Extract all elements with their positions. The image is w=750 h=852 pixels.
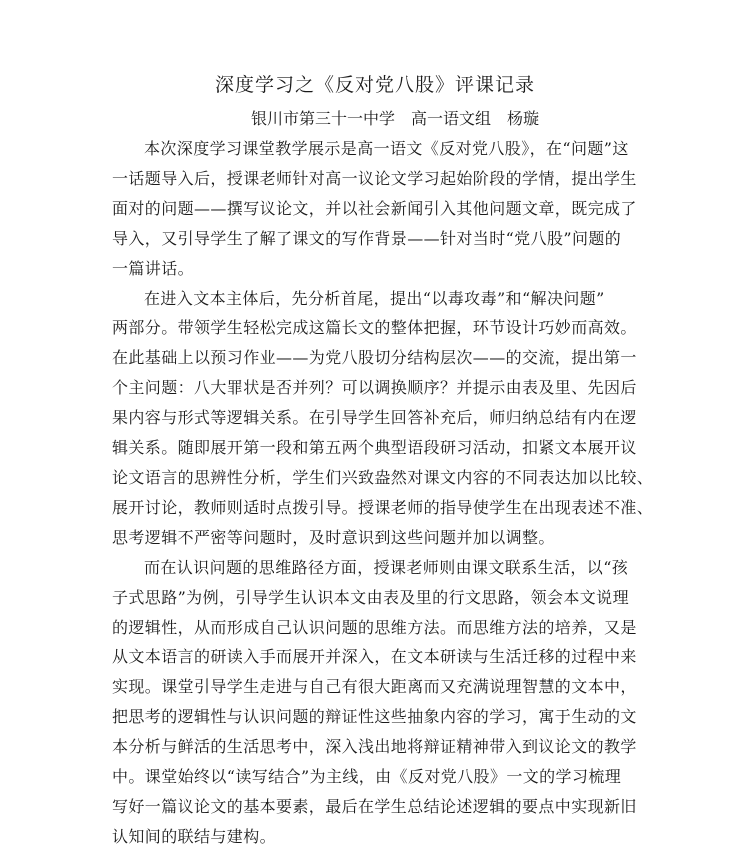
paragraph-3 xyxy=(112,553,640,852)
document-body xyxy=(112,134,654,852)
text-line: 把思考的逻辑性与认识问题的辩证性这些抽象内容的学习，寓于生动的文 xyxy=(112,707,637,727)
text-line: 子式思路”为例，引导学生认识本文由表及里的行文思路，领会本文说理 xyxy=(112,587,629,607)
paragraph-1 xyxy=(112,134,640,284)
text-line: 一话题导入后，授课老师针对高一议论文学习起始阶段的学情，提出学生 xyxy=(112,168,637,188)
paragraph-2 xyxy=(112,284,654,553)
document-byline: 银川市第三十一中学 高一语文组 杨璇 xyxy=(250,109,539,128)
text-line: 导入，又引导学生了解了课文的写作背景——针对当时“党八股”问题的 xyxy=(112,228,622,248)
text-line: 写好一篇议论文的基本要素，最后在学生总结论述逻辑的要点中实现新旧 xyxy=(112,796,637,816)
document-title: 深度学习之《反对党八股》评课记录 xyxy=(214,74,535,96)
text-line: 的逻辑性，从而形成自己认识问题的思维方法。而思维方法的培养，又是 xyxy=(112,617,637,637)
text-line: 在进入文本主体后，先分析首尾，提出“以毒攻毒”和“解决问题” xyxy=(144,288,605,308)
text-line: 展开讨论，教师则适时点拨引导。授课老师的指导使学生在出现表述不准、 xyxy=(112,497,654,517)
text-line: 辑关系。随即展开第一段和第五两个典型语段研习活动，扣紧文本展开议 xyxy=(112,438,637,458)
text-line: 认知间的联结与建构。 xyxy=(112,826,277,846)
text-line: 果内容与形式等逻辑关系。在引导学生回答补充后，师归纳总结有内在逻 xyxy=(112,408,637,428)
text-line: 实现。课堂引导学生走进与自己有很大距离而又充满说理智慧的文本中， xyxy=(112,677,637,697)
text-line: 一篇讲话。 xyxy=(112,258,195,278)
text-line: 从文本语言的研读入手而展开并深入，在文本研读与生活迁移的过程中来 xyxy=(112,647,637,667)
text-line: 本次深度学习课堂教学展示是高一语文《反对党八股》，在“问题”这 xyxy=(144,139,629,158)
text-line: 本分析与鲜活的生活思考中，深入浅出地将辩证精神带入到议论文的教学 xyxy=(112,737,637,757)
text-line: 在此基础上以预习作业——为党八股切分结构层次——的交流，提出第一 xyxy=(112,348,637,368)
text-line: 两部分。带领学生轻松完成这篇长文的整体把握，环节设计巧妙而高效。 xyxy=(112,318,637,338)
text-line: 论文语言的思辨性分析，学生们兴致盎然对课文内容的不同表达加以比较、 xyxy=(112,467,654,487)
text-line: 中。课堂始终以“读写结合”为主线，由《反对党八股》一文的学习梳理 xyxy=(112,767,622,787)
text-line: 个主问题：八大罪状是否并列？可以调换顺序？并提示由表及里、先因后 xyxy=(112,378,637,398)
text-line: 思考逻辑不严密等问题时，及时意识到这些问题并加以调整。 xyxy=(112,527,555,547)
text-line: 面对的问题——撰写议论文，并以社会新闻引入其他问题文章，既完成了 xyxy=(112,198,637,218)
text-line: 而在认识问题的思维路径方面，授课老师则由课文联系生活，以“孩 xyxy=(144,557,629,577)
